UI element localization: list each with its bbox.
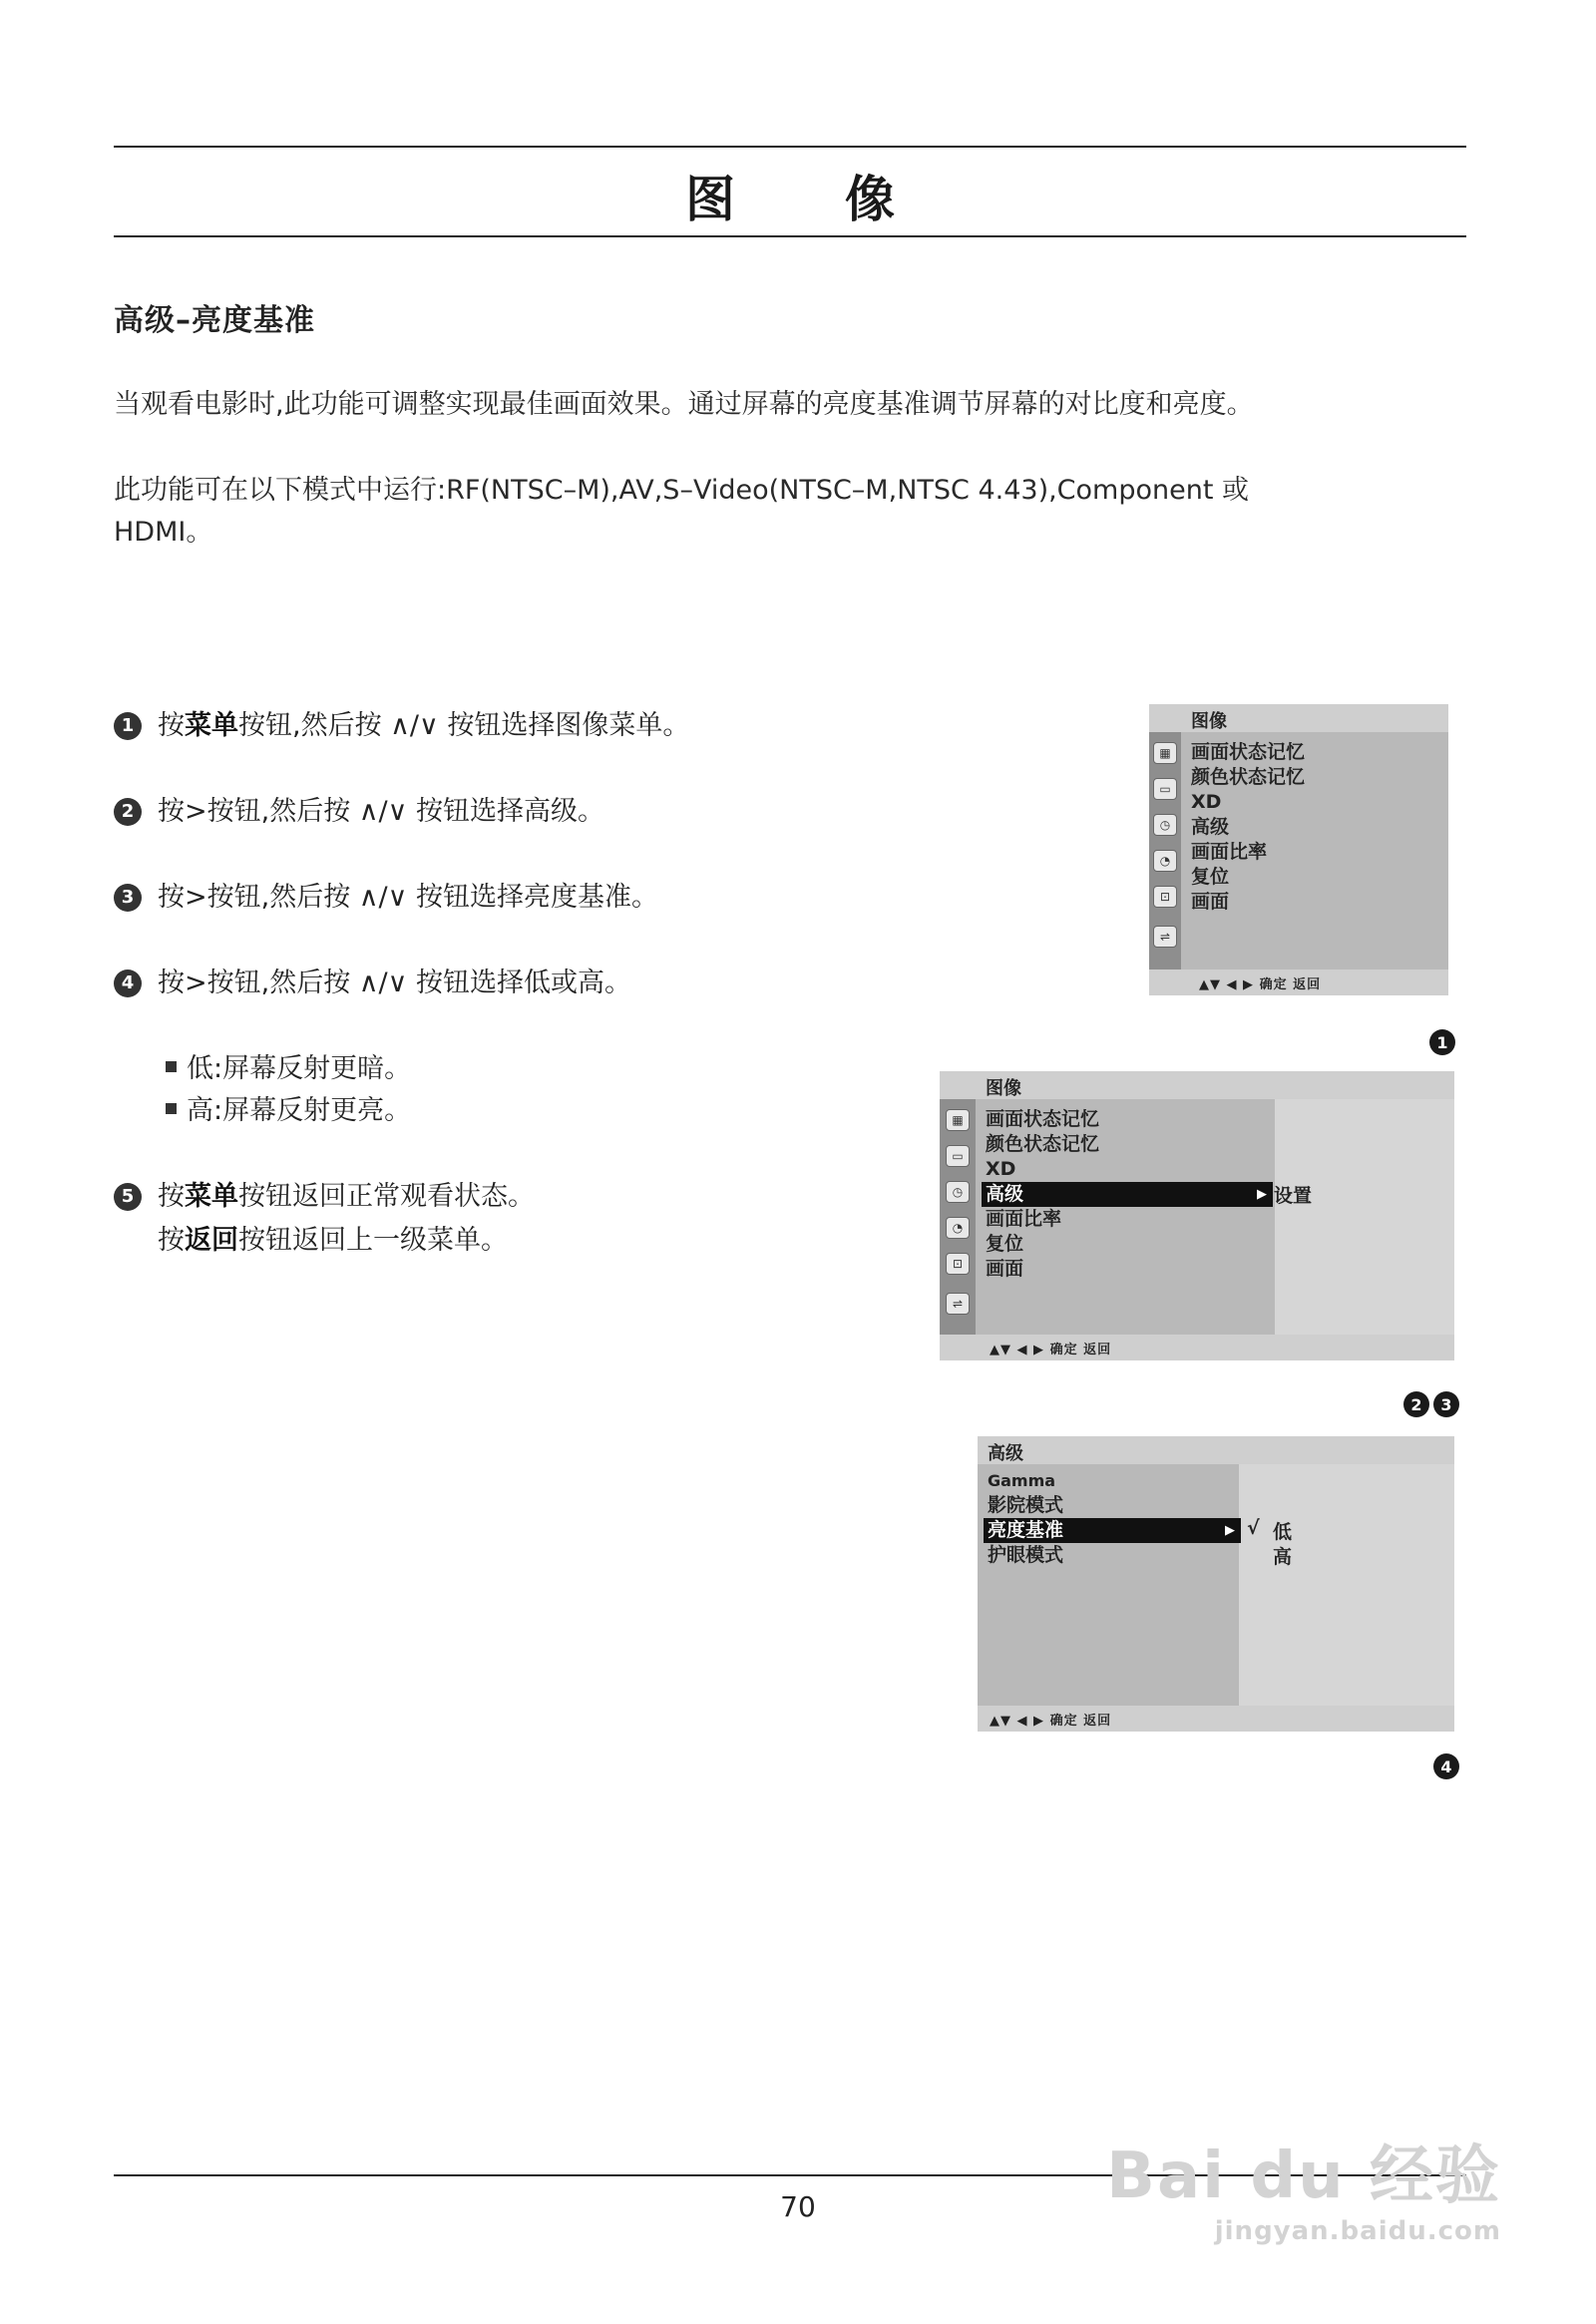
step-number-2: 2	[114, 798, 142, 826]
step-number-4: 4	[114, 969, 142, 997]
page-number: 70	[780, 2190, 816, 2223]
step-5-text: 按菜单按钮返回正常观看状态。 按返回按钮返回上一级菜单。	[158, 1181, 535, 1256]
step-5	[114, 1175, 535, 1263]
option-low: 低:屏幕反射更暗。	[166, 1047, 411, 1091]
menu-item[interactable]: 画面比率	[1191, 841, 1268, 863]
bullet-square-icon	[166, 1061, 177, 1072]
menu-item[interactable]: 影院模式	[988, 1494, 1064, 1516]
section-heading: 高级–亮度基准	[114, 303, 315, 338]
step-2	[114, 790, 604, 834]
watermark-url: jingyan.baidu.com	[1214, 2216, 1501, 2246]
figure-badge-2: 2	[1403, 1391, 1429, 1417]
menu-item[interactable]: 复位	[1191, 866, 1230, 888]
screen-icon: ▭	[1153, 778, 1177, 800]
step-3-text: 按>按钮,然后按 ∧/∨ 按钮选择亮度基准。	[158, 882, 658, 913]
option-high: 高:屏幕反射更亮。	[166, 1089, 411, 1133]
menu-footer-hints: ▲▼ ◀ ▶ 确定 返回	[990, 1714, 1112, 1729]
figure-badge-4: 4	[1433, 1753, 1459, 1779]
check-mark-icon: √	[1247, 1517, 1260, 1539]
watermark	[1106, 2125, 1501, 2246]
figure-badge-3: 3	[1433, 1391, 1459, 1417]
page-title-char-1: 图	[685, 171, 735, 228]
menu-screenshot-advanced-selected	[940, 1071, 1454, 1360]
picture-icon: ▦	[946, 1109, 970, 1131]
clock-icon: ◷	[946, 1181, 970, 1203]
timer-icon: ◔	[1153, 850, 1177, 872]
step-4	[114, 962, 631, 1005]
menu-item[interactable]: 画面	[1191, 891, 1230, 913]
step-number-5: 5	[114, 1183, 142, 1211]
input-icon: ⇌	[946, 1293, 970, 1315]
step-2-text: 按>按钮,然后按 ∧/∨ 按钮选择高级。	[158, 796, 604, 827]
menu-title: 图像	[1191, 711, 1227, 732]
page-title-char-2: 像	[845, 171, 895, 228]
menu-item[interactable]: 护眼模式	[988, 1544, 1064, 1566]
menu-item-selected[interactable]: 亮度基准 ▶	[984, 1518, 1241, 1543]
input-icon: ⇌	[1153, 926, 1177, 948]
clock-icon: ◷	[1153, 814, 1177, 836]
intro-paragraph-2-line-1: 此功能可在以下模式中运行:RF(NTSC–M),AV,S–Video(NTSC–M,NTSC 4.43),Component 或	[114, 475, 1250, 506]
menu-item[interactable]: XD	[986, 1158, 1016, 1180]
menu-screenshot-picture	[1149, 704, 1448, 995]
top-rule	[114, 146, 1466, 148]
menu-item[interactable]: 颜色状态记忆	[1191, 766, 1306, 788]
menu-title: 图像	[986, 1078, 1021, 1099]
menu-value-panel	[1239, 1464, 1454, 1706]
intro-paragraph-2-line-2: HDMI。	[114, 517, 213, 548]
menu-item[interactable]: 颜色状态记忆	[986, 1133, 1100, 1155]
menu-screenshot-brightness-reference	[978, 1436, 1454, 1732]
step-1-text: 按菜单按钮,然后按 ∧/∨ 按钮选择图像菜单。	[158, 710, 690, 741]
menu-item[interactable]: 画面	[986, 1258, 1024, 1280]
menu-item[interactable]: 高级	[1191, 816, 1230, 838]
watermark-brand: Bai du 经验	[1106, 2139, 1501, 2213]
page-title	[114, 160, 1466, 231]
timer-icon: ◔	[946, 1217, 970, 1239]
figure-badge-1: 1	[1429, 1029, 1455, 1055]
screen-icon: ▭	[946, 1145, 970, 1167]
title-underline	[114, 235, 1466, 237]
step-number-3: 3	[114, 884, 142, 912]
menu-title: 高级	[988, 1443, 1023, 1464]
menu-item[interactable]: 画面比率	[986, 1208, 1062, 1230]
menu-value-setting[interactable]: 设置	[1274, 1185, 1313, 1207]
menu-item-selected[interactable]: 高级 ▶	[982, 1182, 1273, 1207]
menu-footer-hints: ▲▼ ◀ ▶ 确定 返回	[990, 1343, 1112, 1357]
picture-icon: ▦	[1153, 742, 1177, 764]
option-value-high[interactable]: 高	[1273, 1546, 1293, 1568]
step-number-1: 1	[114, 712, 142, 740]
step-1	[114, 704, 689, 748]
submenu-arrow-icon: ▶	[1225, 1523, 1235, 1538]
step-3	[114, 876, 658, 920]
menu-item[interactable]: 复位	[986, 1233, 1024, 1255]
menu-item[interactable]: XD	[1191, 791, 1222, 813]
lock-icon: ⊡	[946, 1253, 970, 1275]
menu-item[interactable]: 画面状态记忆	[1191, 741, 1306, 763]
bullet-square-icon	[166, 1103, 177, 1114]
intro-paragraph-1: 当观看电影时,此功能可调整实现最佳画面效果。通过屏幕的亮度基准调节屏幕的对比度和亮度。	[114, 389, 1254, 420]
menu-value-panel	[1275, 1099, 1454, 1335]
submenu-arrow-icon: ▶	[1257, 1187, 1267, 1202]
menu-key-label: 菜单	[185, 710, 238, 741]
menu-item-gamma[interactable]: Gamma	[988, 1471, 1056, 1490]
menu-item[interactable]: 画面状态记忆	[986, 1108, 1100, 1130]
lock-icon: ⊡	[1153, 886, 1177, 908]
option-value-low[interactable]: 低	[1273, 1521, 1293, 1543]
menu-footer-hints: ▲▼ ◀ ▶ 确定 返回	[1199, 977, 1322, 992]
step-4-text: 按>按钮,然后按 ∧/∨ 按钮选择低或高。	[158, 968, 631, 998]
